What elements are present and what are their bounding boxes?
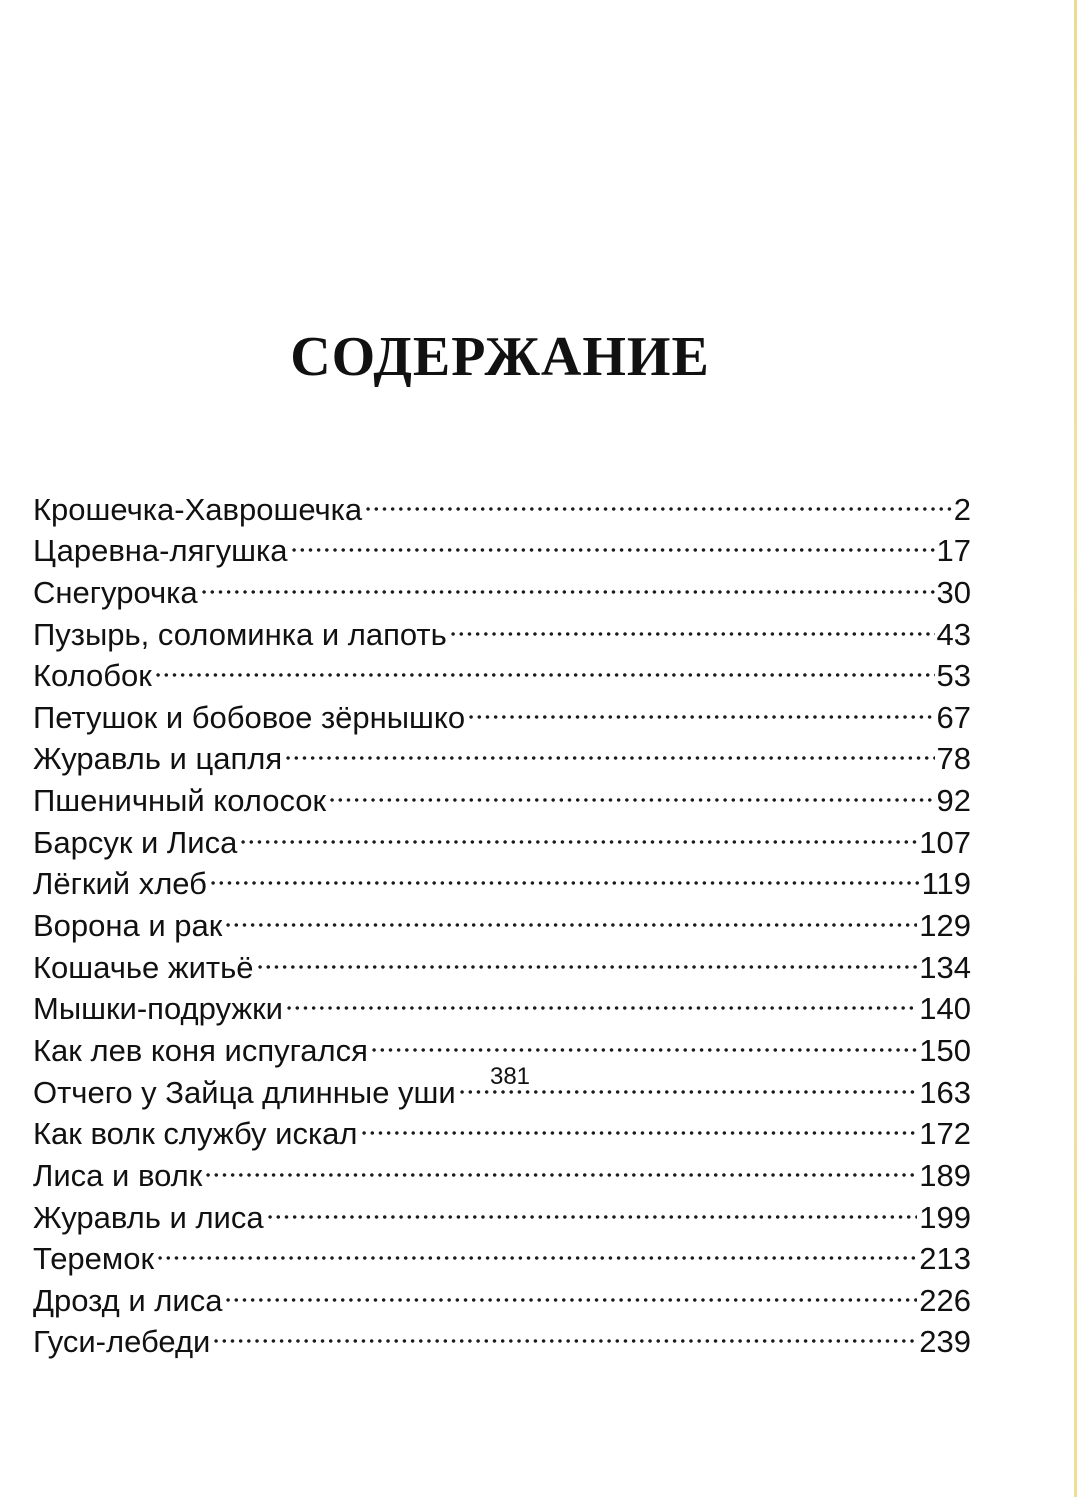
toc-entry-page: 78 bbox=[936, 741, 971, 777]
toc-entry-title: Пшеничный колосок bbox=[33, 783, 327, 819]
toc-entry-page: 213 bbox=[919, 1241, 971, 1277]
dot-leader bbox=[156, 1228, 917, 1270]
dot-leader bbox=[256, 936, 918, 978]
toc-entry-title: Дрозд и лиса bbox=[33, 1282, 223, 1318]
toc-entry-title: Пузырь, соломинка и лапоть bbox=[33, 616, 447, 652]
dot-leader bbox=[467, 686, 934, 728]
toc-entry-title: Журавль и лиса bbox=[33, 1199, 264, 1235]
dot-leader bbox=[209, 853, 920, 895]
toc-entry-page: 53 bbox=[936, 658, 971, 694]
toc-entry-title: Гуси-лебеди bbox=[33, 1324, 211, 1360]
dot-leader bbox=[266, 1186, 918, 1228]
dot-leader bbox=[360, 1103, 918, 1145]
toc-entry-page: 67 bbox=[936, 699, 971, 735]
toc-entry-title: Как лев коня испугался bbox=[33, 1032, 368, 1068]
dot-leader bbox=[212, 1311, 917, 1353]
dot-leader bbox=[239, 811, 917, 853]
toc-entry-title: Журавль и цапля bbox=[33, 741, 283, 777]
dot-leader bbox=[370, 1019, 917, 1061]
toc-entry-title: Лиса и волк bbox=[33, 1157, 203, 1193]
dot-leader bbox=[154, 645, 935, 687]
toc-entry-title: Крошечка-Хаврошечка bbox=[33, 491, 363, 527]
toc-entry-title: Отчего у Зайца длинные уши bbox=[33, 1074, 456, 1110]
dot-leader bbox=[449, 603, 935, 645]
dot-leader bbox=[200, 561, 935, 603]
toc-entry-page: 129 bbox=[919, 908, 971, 944]
toc-entry-title: Колобок bbox=[33, 658, 152, 694]
toc-entry-title: Ворона и рак bbox=[33, 908, 223, 944]
toc-entry-page: 150 bbox=[919, 1032, 971, 1068]
toc-entry-page: 226 bbox=[919, 1282, 971, 1318]
dot-leader bbox=[224, 894, 917, 936]
toc-entry bbox=[33, 686, 971, 735]
page-title: СОДЕРЖАНИЕ bbox=[290, 326, 710, 388]
table-of-contents bbox=[33, 478, 971, 1360]
toc-entry bbox=[33, 1269, 971, 1318]
toc-entry-title: Теремок bbox=[33, 1241, 155, 1277]
toc-entry-page: 163 bbox=[919, 1074, 971, 1110]
dot-leader bbox=[204, 1144, 917, 1186]
toc-entry-page: 140 bbox=[919, 991, 971, 1027]
toc-entry-page: 239 bbox=[919, 1324, 971, 1360]
dot-leader bbox=[284, 728, 934, 770]
toc-entry-page: 189 bbox=[919, 1157, 971, 1193]
toc-entry-page: 199 bbox=[919, 1199, 971, 1235]
toc-entry bbox=[33, 645, 971, 694]
dot-leader bbox=[364, 478, 952, 520]
toc-entry-page: 107 bbox=[919, 824, 971, 860]
toc-entry-page: 119 bbox=[921, 866, 971, 902]
dot-leader bbox=[224, 1269, 917, 1311]
dot-leader bbox=[290, 520, 935, 562]
toc-entry-page: 2 bbox=[953, 491, 971, 527]
dot-leader bbox=[328, 769, 934, 811]
toc-entry bbox=[33, 478, 971, 527]
toc-entry bbox=[33, 1228, 971, 1277]
toc-entry-page: 17 bbox=[936, 533, 971, 569]
toc-entry-page: 30 bbox=[936, 574, 971, 610]
toc-entry-page: 43 bbox=[936, 616, 971, 652]
toc-entry-page: 92 bbox=[936, 783, 971, 819]
dot-leader bbox=[285, 978, 917, 1020]
toc-entry-page: 172 bbox=[919, 1116, 971, 1152]
toc-entry-title: Снегурочка bbox=[33, 574, 198, 610]
toc-entry-title: Петушок и бобовое зёрнышко bbox=[33, 699, 466, 735]
toc-entry-page: 134 bbox=[919, 949, 971, 985]
toc-entry-title: Кошачье житьё bbox=[33, 949, 254, 985]
toc-entry-title: Лёгкий хлеб bbox=[33, 866, 207, 902]
toc-entry-title: Царевна-лягушка bbox=[33, 533, 288, 569]
toc-entry-title: Как волк службу искал bbox=[33, 1116, 358, 1152]
page-number: 381 bbox=[489, 1063, 531, 1090]
toc-entry-title: Барсук и Лиса bbox=[33, 824, 238, 860]
page-edge bbox=[1074, 0, 1077, 1497]
toc-entry-title: Мышки-подружки bbox=[33, 991, 283, 1027]
